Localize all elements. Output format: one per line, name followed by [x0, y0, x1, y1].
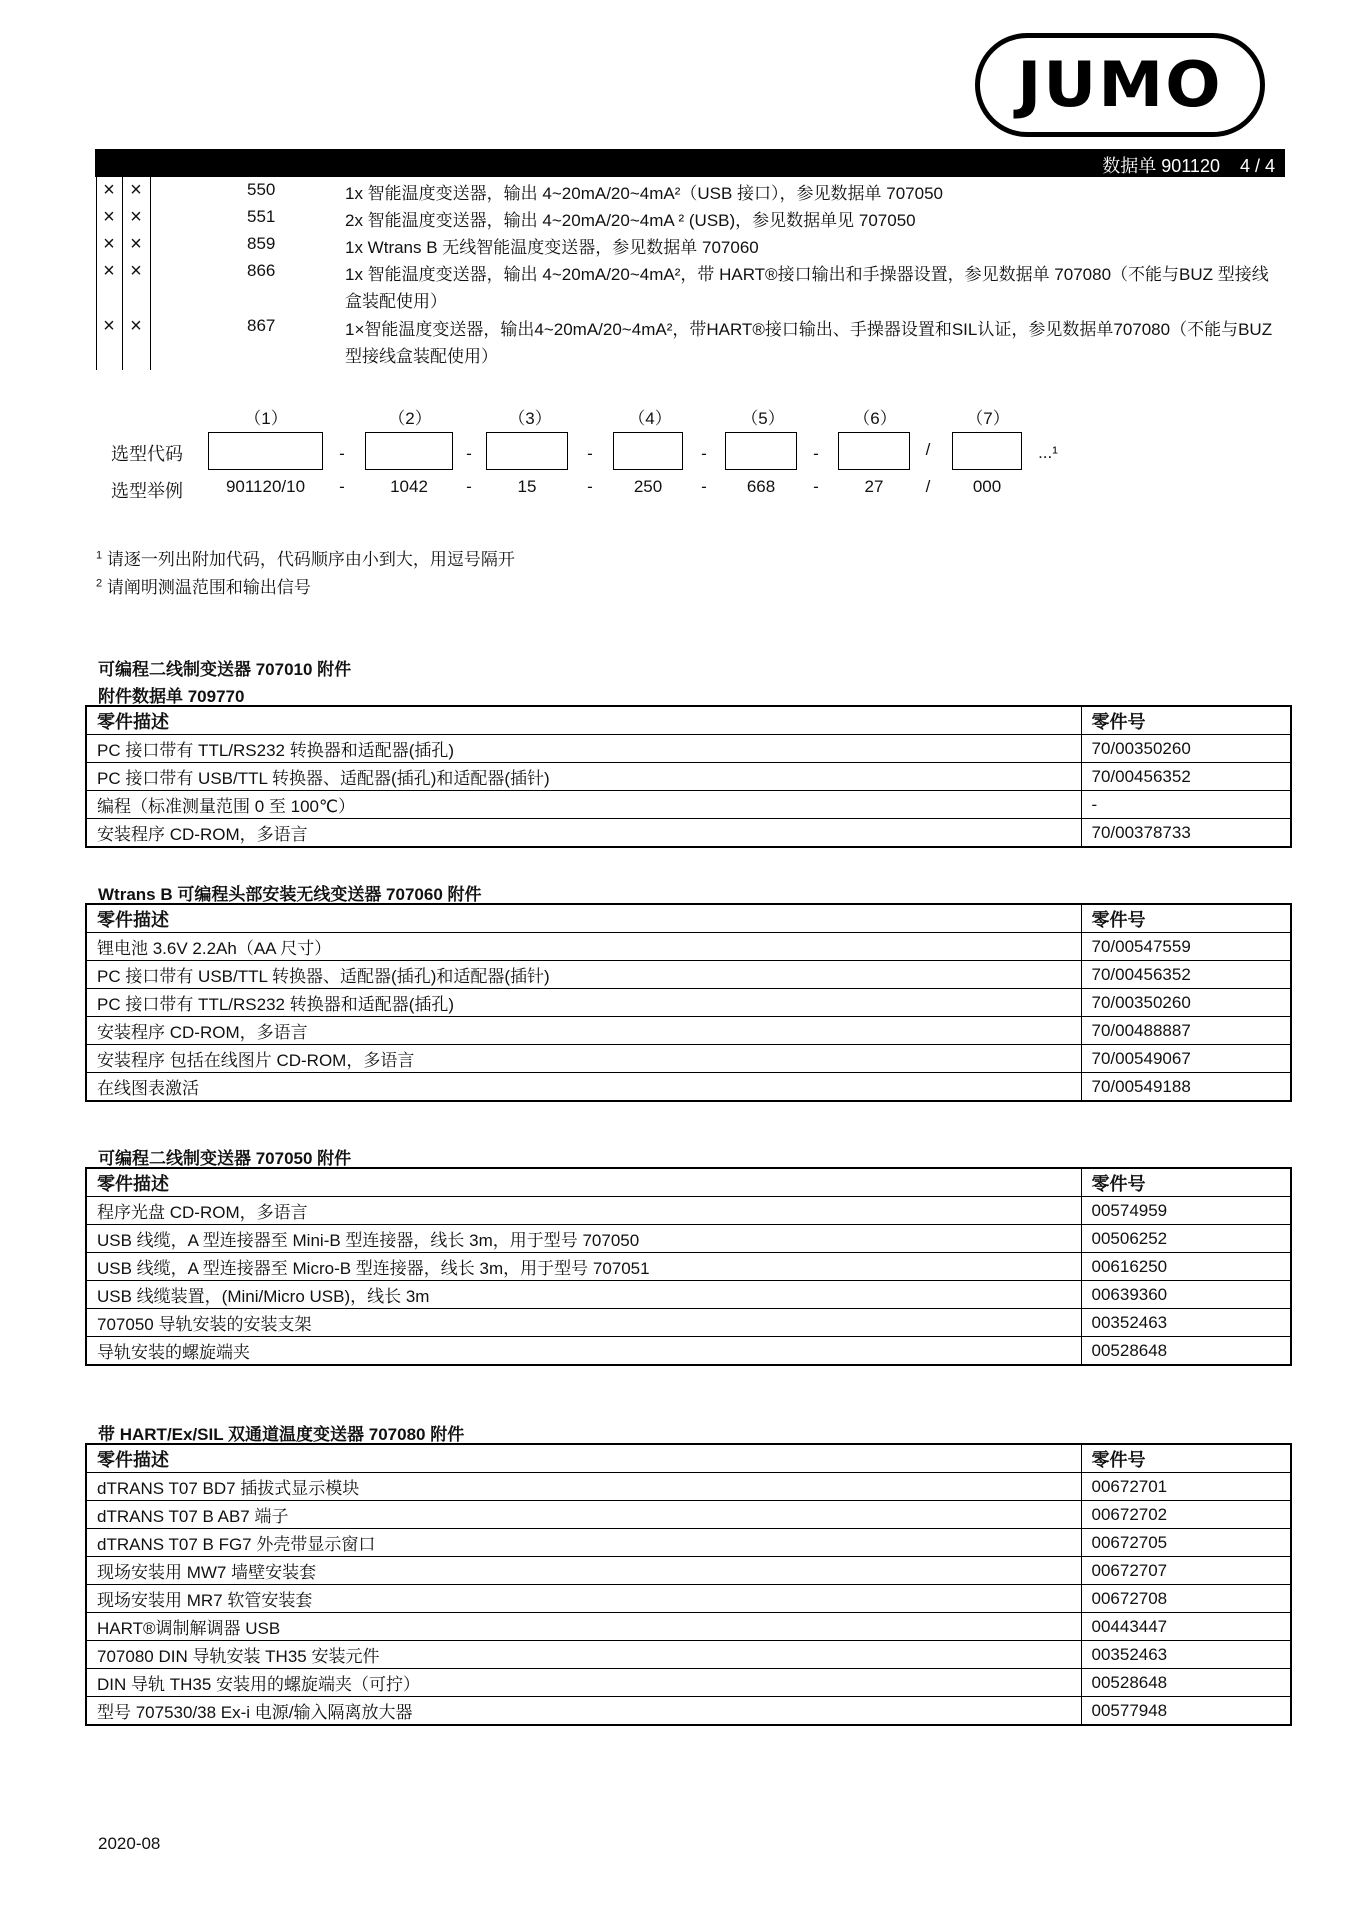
cross-mark: ×	[103, 315, 115, 337]
part-description: 现场安装用 MW7 墙壁安装套	[86, 1557, 1081, 1585]
separator-dash: -	[466, 444, 472, 463]
footnote-mark: 1	[96, 549, 103, 562]
logo-text: JUMO	[1017, 48, 1223, 121]
table-row	[86, 1337, 1291, 1366]
table-row	[86, 1309, 1291, 1337]
cross-mark: ×	[130, 315, 142, 337]
part-description: HART®调制解调器 USB	[86, 1613, 1081, 1641]
table-row	[86, 1073, 1291, 1102]
part-description: 707080 DIN 导轨安装 TH35 安装元件	[86, 1641, 1081, 1669]
part-description: 程序光盘 CD-ROM，多语言	[86, 1197, 1081, 1225]
part-number: 00672701	[1081, 1473, 1291, 1501]
option-description: 2x 智能温度变送器，输出 4~20mA/20~4mA ² (USB)，参见数据单见 707050	[345, 211, 916, 230]
part-description: 在线图表激活	[86, 1073, 1081, 1102]
order-code-box[interactable]	[838, 432, 910, 470]
example-value: 000	[972, 477, 1002, 496]
cross-mark: ×	[130, 233, 142, 255]
footnote-2	[96, 573, 311, 598]
part-number: 00616250	[1081, 1253, 1291, 1281]
table-row	[86, 1697, 1291, 1726]
option-code: 867	[247, 316, 276, 335]
part-number: 00672708	[1081, 1585, 1291, 1613]
table-row	[86, 791, 1291, 819]
table-row	[86, 1585, 1291, 1613]
option-description: 1×智能温度变送器，输出4~20mA/20~4mA²，带HART®接口输出、手操器设置和SIL认证，参见数据单707080（不能与BUZ型接线盒装配使用）	[345, 320, 1273, 366]
order-code-box[interactable]	[952, 432, 1022, 470]
part-number: 00352463	[1081, 1641, 1291, 1669]
table-header-row	[86, 706, 1291, 735]
part-number: 00672707	[1081, 1557, 1291, 1585]
ellipsis: ...¹	[1038, 443, 1058, 462]
part-number: 00672702	[1081, 1501, 1291, 1529]
separator-dash: -	[813, 444, 819, 463]
order-code-box[interactable]	[486, 432, 568, 470]
table-row	[86, 1557, 1291, 1585]
table-row	[86, 1281, 1291, 1309]
part-description: dTRANS T07 B FG7 外壳带显示窗口	[86, 1529, 1081, 1557]
separator-dash: -	[587, 477, 593, 496]
part-number: 70/00488887	[1081, 1017, 1291, 1045]
section-title: Wtrans B 可编程头部安装无线变送器 707060 附件	[98, 885, 482, 904]
table-row	[86, 1017, 1291, 1045]
part-number: 70/00549188	[1081, 1073, 1291, 1102]
part-description: 安装程序 CD-ROM，多语言	[86, 819, 1081, 848]
separator-dash: -	[587, 444, 593, 463]
part-description: PC 接口带有 TTL/RS232 转换器和适配器(插孔)	[86, 735, 1081, 763]
option-code: 866	[247, 261, 276, 280]
part-description: USB 线缆，A 型连接器至 Mini-B 型连接器，线长 3m，用于型号 707050	[86, 1225, 1081, 1253]
separator-dash: -	[339, 477, 345, 496]
part-number: -	[1081, 791, 1291, 819]
part-description: PC 接口带有 USB/TTL 转换器、适配器(插孔)和适配器(插针)	[86, 763, 1081, 791]
table-row	[86, 1197, 1291, 1225]
order-code-box[interactable]	[613, 432, 683, 470]
publication-date: 2020-08	[98, 1834, 161, 1853]
footnote-text: 请逐一列出附加代码，代码顺序由小到大，用逗号隔开	[106, 550, 515, 569]
part-number: 00506252	[1081, 1225, 1291, 1253]
part-number: 70/00549067	[1081, 1045, 1291, 1073]
option-description: 1x 智能温度变送器，输出 4~20mA/20~4mA²，带 HART®接口输出和手操器设置，参见数据单 707080（不能与BUZ 型接线盒装配使用）	[345, 265, 1269, 311]
option-code: 859	[247, 234, 276, 253]
part-description: PC 接口带有 USB/TTL 转换器、适配器(插孔)和适配器(插针)	[86, 961, 1081, 989]
separator-dash: -	[701, 444, 707, 463]
table-row	[86, 819, 1291, 848]
option-description: 1x 智能温度变送器，输出 4~20mA/20~4mA²（USB 接口），参见数据单 707050	[345, 184, 943, 203]
table-header-row	[86, 1168, 1291, 1197]
col-part-number-header: 零件号	[1081, 1168, 1291, 1197]
table-row	[86, 1501, 1291, 1529]
part-description: USB 线缆，A 型连接器至 Micro-B 型连接器，线长 3m，用于型号 707051	[86, 1253, 1081, 1281]
cross-mark: ×	[130, 206, 142, 228]
table-row	[86, 1641, 1291, 1669]
option-grid-line	[150, 177, 151, 370]
part-description: PC 接口带有 TTL/RS232 转换器和适配器(插孔)	[86, 989, 1081, 1017]
separator-dash: -	[466, 477, 472, 496]
position-number: （3）	[508, 409, 552, 428]
section-subtitle: 附件数据单 709770	[98, 687, 245, 706]
part-description: DIN 导轨 TH35 安装用的螺旋端夹（可拧）	[86, 1669, 1081, 1697]
col-description-header: 零件描述	[86, 1168, 1081, 1197]
part-number: 00574959	[1081, 1197, 1291, 1225]
col-description-header: 零件描述	[86, 706, 1081, 735]
table-row	[86, 1225, 1291, 1253]
accessory-table	[85, 1443, 1292, 1726]
part-number: 00577948	[1081, 1697, 1291, 1726]
part-number: 00443447	[1081, 1613, 1291, 1641]
col-part-number-header: 零件号	[1081, 706, 1291, 735]
table-header-row	[86, 904, 1291, 933]
order-example-label: 选型举例	[111, 481, 183, 501]
part-number: 00528648	[1081, 1669, 1291, 1697]
separator-dash: -	[813, 477, 819, 496]
part-description: 安装程序 CD-ROM，多语言	[86, 1017, 1081, 1045]
accessory-table	[85, 1167, 1292, 1366]
part-number: 00672705	[1081, 1529, 1291, 1557]
part-number: 70/00456352	[1081, 763, 1291, 791]
table-row	[86, 763, 1291, 791]
part-description: 锂电池 3.6V 2.2Ah（AA 尺寸）	[86, 933, 1081, 961]
part-number: 70/00378733	[1081, 819, 1291, 848]
separator-slash: /	[925, 440, 931, 459]
position-number: （1）	[244, 409, 288, 428]
separator-dash: -	[339, 444, 345, 463]
col-part-number-header: 零件号	[1081, 1444, 1291, 1473]
table-row	[86, 1045, 1291, 1073]
col-description-header: 零件描述	[86, 1444, 1081, 1473]
section-title: 可编程二线制变送器 707010 附件	[98, 660, 352, 679]
section-title: 可编程二线制变送器 707050 附件	[98, 1149, 352, 1168]
part-description: 型号 707530/38 Ex-i 电源/输入隔离放大器	[86, 1697, 1081, 1726]
accessory-table	[85, 705, 1292, 848]
section-title: 带 HART/Ex/SIL 双通道温度变送器 707080 附件	[98, 1425, 465, 1444]
option-code: 550	[247, 180, 276, 199]
order-code-box[interactable]	[725, 432, 797, 470]
example-value: 27	[864, 477, 884, 496]
col-part-number-header: 零件号	[1081, 904, 1291, 933]
part-description: 编程（标准测量范围 0 至 100℃）	[86, 791, 1081, 819]
footnote-1	[96, 545, 515, 570]
part-number: 70/00456352	[1081, 961, 1291, 989]
table-row	[86, 1253, 1291, 1281]
table-row	[86, 961, 1291, 989]
datasheet-page-label: 数据单 901120 4 / 4	[1102, 156, 1275, 176]
part-number: 70/00547559	[1081, 933, 1291, 961]
table-row	[86, 1613, 1291, 1641]
part-number: 00528648	[1081, 1337, 1291, 1366]
part-number: 70/00350260	[1081, 735, 1291, 763]
example-value: 1042	[390, 477, 428, 496]
footnote-mark: 2	[96, 577, 103, 590]
table-row	[86, 933, 1291, 961]
table-row	[86, 989, 1291, 1017]
position-number: （4）	[628, 409, 672, 428]
part-number: 00639360	[1081, 1281, 1291, 1309]
table-row	[86, 1669, 1291, 1697]
part-description: 导轨安装的螺旋端夹	[86, 1337, 1081, 1366]
cross-mark: ×	[103, 260, 115, 282]
part-description: 安装程序 包括在线图片 CD-ROM，多语言	[86, 1045, 1081, 1073]
separator-dash: -	[701, 477, 707, 496]
part-number: 00352463	[1081, 1309, 1291, 1337]
part-description: dTRANS T07 B AB7 端子	[86, 1501, 1081, 1529]
part-description: 现场安装用 MR7 软管安装套	[86, 1585, 1081, 1613]
part-description: USB 线缆装置，(Mini/Micro USB)，线长 3m	[86, 1281, 1081, 1309]
position-number: （2）	[388, 409, 432, 428]
table-header-row	[86, 1444, 1291, 1473]
part-number: 70/00350260	[1081, 989, 1291, 1017]
part-description: 707050 导轨安装的安装支架	[86, 1309, 1081, 1337]
table-row	[86, 1473, 1291, 1501]
cross-mark: ×	[103, 233, 115, 255]
example-value: 668	[746, 477, 776, 496]
table-row	[86, 1529, 1291, 1557]
table-row	[86, 735, 1291, 763]
part-description: dTRANS T07 BD7 插拔式显示模块	[86, 1473, 1081, 1501]
example-value: 250	[633, 477, 663, 496]
header-bar	[95, 149, 1285, 177]
position-number: （7）	[966, 409, 1010, 428]
option-description: 1x Wtrans B 无线智能温度变送器，参见数据单 707060	[345, 238, 759, 257]
position-number: （5）	[741, 409, 785, 428]
option-code: 551	[247, 207, 276, 226]
footnote-text: 请阐明测温范围和输出信号	[106, 578, 311, 597]
example-value: 901120/10	[225, 477, 306, 496]
order-code-box[interactable]	[365, 432, 453, 470]
position-number: （6）	[853, 409, 897, 428]
cross-mark: ×	[103, 206, 115, 228]
cross-mark: ×	[130, 179, 142, 201]
example-value: 15	[517, 477, 537, 496]
cross-mark: ×	[103, 179, 115, 201]
order-code-label: 选型代码	[111, 444, 183, 464]
cross-mark: ×	[130, 260, 142, 282]
jumo-logo	[975, 33, 1265, 137]
separator-slash: /	[925, 477, 931, 496]
col-description-header: 零件描述	[86, 904, 1081, 933]
order-code-box[interactable]	[208, 432, 323, 470]
accessory-table	[85, 903, 1292, 1102]
